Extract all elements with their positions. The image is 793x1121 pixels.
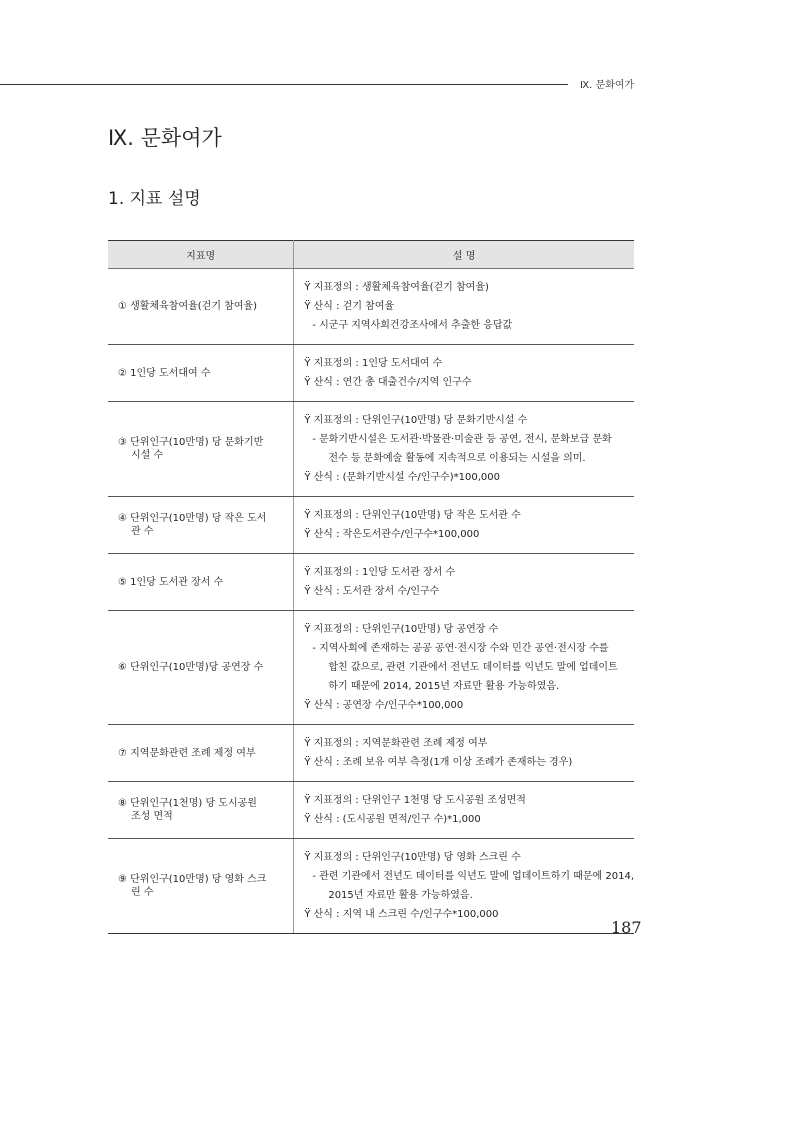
indicator-name: ⑤ 1인당 도서관 장서 수 xyxy=(118,576,224,588)
description-line: Ÿ 산식 : 도서관 장서 수/인구수 xyxy=(304,586,440,597)
description-line: Ÿ 산식 : 작은도서관수/인구수*100,000 xyxy=(304,529,480,540)
table-row xyxy=(108,554,634,611)
indicator-name: ⑥ 단위인구(10만명)당 공연장 수 xyxy=(118,662,264,673)
indicator-name-cell xyxy=(108,611,294,725)
running-header: Ⅸ. 문화여가 xyxy=(580,80,635,91)
indicator-name: ③ 단위인구(10만명) 당 문화기반 xyxy=(118,437,264,448)
indicator-table xyxy=(108,240,634,934)
indicator-description-cell xyxy=(294,345,634,402)
description-line: Ÿ 지표정의 : 단위인구(10만명) 당 공연장 수 xyxy=(304,624,499,635)
description-line: 합친 값으로, 관련 기관에서 전년도 데이터를 익년도 말에 업데이트 xyxy=(328,662,618,673)
description-line: Ÿ 지표정의 : 단위인구 1천명 당 도시공원 조성면적 xyxy=(304,795,526,806)
description-line: Ÿ 산식 : (도시공원 면적/인구 수)*1,000 xyxy=(304,814,481,825)
table-row xyxy=(108,269,634,345)
description-line: Ÿ 산식 : 연간 총 대출건수/지역 인구수 xyxy=(304,377,472,388)
indicator-name-cell xyxy=(108,782,294,839)
indicator-name: ② 1인당 도서대여 수 xyxy=(118,367,211,379)
description-line: 2015년 자료만 활용 가능하였음. xyxy=(328,890,473,901)
indicator-description-cell xyxy=(294,839,634,934)
indicator-description-cell xyxy=(294,725,634,782)
indicator-description-cell xyxy=(294,611,634,725)
chapter-title: Ⅸ. 문화여가 xyxy=(108,126,222,150)
col-header-description: 설 명 xyxy=(294,241,634,269)
description-line: - 관련 기관에서 전년도 데이터를 익년도 말에 업데이트하기 때문에 2014, xyxy=(312,871,634,882)
description-line: Ÿ 지표정의 : 지역문화관련 조례 제정 여부 xyxy=(304,738,488,749)
table-row xyxy=(108,611,634,725)
indicator-name-cell xyxy=(108,269,294,345)
indicator-name-cell xyxy=(108,839,294,934)
indicator-name: ⑧ 단위인구(1천명) 당 도시공원 xyxy=(118,798,257,809)
indicator-name: ① 생활체육참여율(걷기 참여율) xyxy=(118,301,258,312)
description-line: - 지역사회에 존재하는 공공 공연·전시장 수와 민간 공연·전시장 수를 xyxy=(312,643,609,654)
indicator-name: 린 수 xyxy=(131,887,154,898)
description-line: Ÿ 지표정의 : 1인당 도서대여 수 xyxy=(304,358,443,369)
description-line: Ÿ 지표정의 : 생활체육참여율(걷기 참여율) xyxy=(304,282,489,293)
indicator-name: 관 수 xyxy=(131,526,154,537)
description-line: Ÿ 산식 : 걷기 참여율 xyxy=(304,301,395,312)
description-line: Ÿ 산식 : 조례 보유 여부 측정(1개 이상 조례가 존재하는 경우) xyxy=(304,757,573,768)
section-title: 1. 지표 설명 xyxy=(108,189,201,209)
indicator-name: 조성 면적 xyxy=(131,811,173,822)
table-row xyxy=(108,497,634,554)
indicator-description-cell xyxy=(294,554,634,611)
table-row xyxy=(108,782,634,839)
table-row xyxy=(108,839,634,934)
indicator-name: 시설 수 xyxy=(131,450,164,461)
table-row xyxy=(108,402,634,497)
table-header-row xyxy=(108,241,634,269)
description-line: Ÿ 지표정의 : 단위인구(10만명) 당 문화기반시설 수 xyxy=(304,415,528,426)
indicator-name-cell xyxy=(108,554,294,611)
indicator-description-cell xyxy=(294,269,634,345)
description-line: Ÿ 산식 : (문화기반시설 수/인구수)*100,000 xyxy=(304,472,500,483)
description-line: Ÿ 지표정의 : 단위인구(10만명) 당 영화 스크린 수 xyxy=(304,852,521,863)
table-row xyxy=(108,345,634,402)
indicator-description-cell xyxy=(294,782,634,839)
indicator-name-cell xyxy=(108,725,294,782)
indicator-name: ⑨ 단위인구(10만명) 당 영화 스크 xyxy=(118,874,267,885)
indicator-description-cell xyxy=(294,402,634,497)
indicator-name: ⑦ 지역문화관련 조례 제정 여부 xyxy=(118,747,256,759)
description-line: Ÿ 지표정의 : 1인당 도서관 장서 수 xyxy=(304,567,456,578)
description-line: - 시군구 지역사회건강조사에서 추출한 응답값 xyxy=(312,320,513,331)
description-line: - 문화기반시설은 도서관·박물관·미술관 등 공연, 전시, 문화보급 문화 xyxy=(312,434,612,445)
indicator-name-cell xyxy=(108,345,294,402)
indicator-name: ④ 단위인구(10만명) 당 작은 도서 xyxy=(118,513,267,524)
description-line: Ÿ 산식 : 지역 내 스크린 수/인구수*100,000 xyxy=(304,909,499,920)
indicator-name-cell xyxy=(108,497,294,554)
description-line: 전수 등 문화예술 활동에 지속적으로 이용되는 시설을 의미. xyxy=(328,453,586,464)
col-header-indicator: 지표명 xyxy=(108,241,294,269)
description-line: Ÿ 지표정의 : 단위인구(10만명) 당 작은 도서관 수 xyxy=(304,510,521,521)
page-number: 187 xyxy=(611,918,642,937)
indicator-description-cell xyxy=(294,497,634,554)
indicator-name-cell xyxy=(108,402,294,497)
description-line: 하기 때문에 2014, 2015년 자료만 활용 가능하였음. xyxy=(328,681,560,692)
description-line: Ÿ 산식 : 공연장 수/인구수*100,000 xyxy=(304,700,464,711)
header-rule xyxy=(0,84,568,85)
table-row xyxy=(108,725,634,782)
